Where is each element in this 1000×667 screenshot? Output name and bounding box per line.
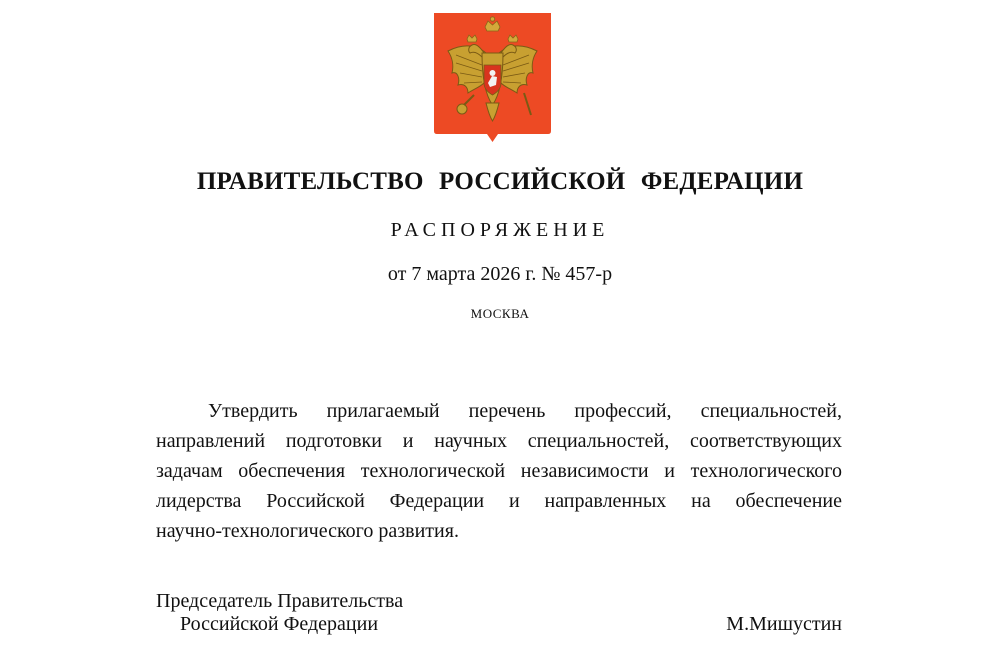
government-title: ПРАВИТЕЛЬСТВО РОССИЙСКОЙ ФЕДЕРАЦИИ: [196, 168, 804, 195]
signatory-title-line-2: Российской Федерации: [180, 613, 379, 635]
signatory-title-line-1: Председатель Правительства: [156, 590, 404, 612]
decree-text-line: задачам обеспечения технологической независимости и технологического: [156, 460, 842, 482]
decree-text-line: Утвердить прилагаемый перечень профессий, специальностей,: [208, 400, 842, 422]
coat-of-arms-icon: [434, 13, 551, 142]
document-date-number: от 7 марта 2026 г. № 457-р: [387, 263, 613, 285]
decree-text: [156, 396, 842, 546]
signatory-name: М.Мишустин: [726, 613, 842, 635]
document-type: РАСПОРЯЖЕНИЕ: [390, 219, 610, 241]
document-city: МОСКВА: [470, 306, 530, 321]
decree-text-line: научно-технологического развития.: [156, 520, 459, 542]
decree-text-line: направлений подготовки и научных специальностей, соответствующих: [156, 430, 842, 452]
decree-text-line: лидерства Российской Федерации и направленных на обеспечение: [156, 490, 842, 512]
